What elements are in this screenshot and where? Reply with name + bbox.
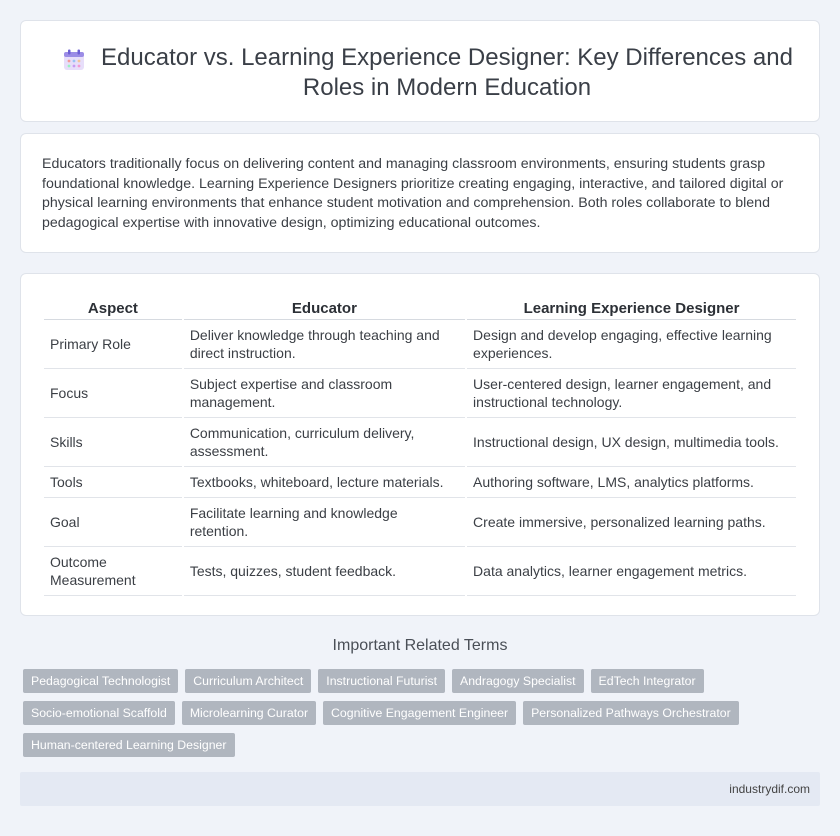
cell-aspect: Outcome Measurement (44, 547, 182, 596)
cell-aspect: Goal (44, 498, 182, 547)
comparison-card (20, 273, 820, 616)
cell-aspect: Tools (44, 467, 182, 498)
footer-site[interactable]: industrydif.com (729, 782, 810, 796)
cell-educator: Deliver knowledge through teaching and direct instruction. (184, 320, 465, 369)
related-tags (23, 669, 823, 765)
cell-lxd: Data analytics, learner engagement metrics. (467, 547, 796, 596)
intro-paragraph: Educators traditionally focus on delivering content and managing classroom environments, ensuring students grasp foundational knowledge. Learning Experience Designers prioritize creating engaging, interactive, and tailored digital or physical learning environments that enhance student motivation and comprehension. Both roles collaborate to blend pedagogical expertise with innovative design, optimizing educational outcomes. (42, 156, 784, 231)
cell-lxd: Create immersive, personalized learning paths. (467, 498, 796, 547)
table-row (44, 467, 796, 498)
cell-educator: Tests, quizzes, student feedback. (184, 547, 465, 596)
tag-row (23, 669, 823, 693)
tag-human-centered-learning-designer[interactable]: Human-centered Learning Designer (23, 733, 235, 757)
tag-row (23, 701, 823, 725)
cell-lxd: Design and develop engaging, effective learning experiences. (467, 320, 796, 369)
comparison-table (42, 296, 798, 596)
table-row (44, 320, 796, 369)
header-educator: Educator (184, 296, 465, 320)
tag-curriculum-architect[interactable]: Curriculum Architect (185, 669, 311, 693)
cell-educator: Subject expertise and classroom management. (184, 369, 465, 418)
cell-aspect: Skills (44, 418, 182, 467)
table-row (44, 369, 796, 418)
intro-card (20, 133, 820, 253)
cell-educator: Communication, curriculum delivery, assessment. (184, 418, 465, 467)
table-row (44, 418, 796, 467)
tag-instructional-futurist[interactable]: Instructional Futurist (318, 669, 445, 693)
cell-aspect: Primary Role (44, 320, 182, 369)
header-aspect: Aspect (44, 296, 182, 320)
tag-microlearning-curator[interactable]: Microlearning Curator (182, 701, 316, 725)
table-row (44, 547, 796, 596)
cell-aspect: Focus (44, 369, 182, 418)
tag-row (23, 733, 823, 757)
table-row (44, 498, 796, 547)
footer (20, 772, 820, 806)
cell-educator: Textbooks, whiteboard, lecture materials. (184, 467, 465, 498)
related-terms-heading: Important Related Terms (332, 637, 508, 654)
tag-socio-emotional-scaffold[interactable]: Socio-emotional Scaffold (23, 701, 175, 725)
cell-lxd: Instructional design, UX design, multimedia tools. (467, 418, 796, 467)
tag-cognitive-engagement-engineer[interactable]: Cognitive Engagement Engineer (323, 701, 516, 725)
cell-lxd: Authoring software, LMS, analytics platforms. (467, 467, 796, 498)
tag-personalized-pathways-orchestrator[interactable]: Personalized Pathways Orchestrator (523, 701, 739, 725)
tag-andragogy-specialist[interactable]: Andragogy Specialist (452, 669, 584, 693)
cell-educator: Facilitate learning and knowledge retention. (184, 498, 465, 547)
cell-lxd: User-centered design, learner engagement, and instructional technology. (467, 369, 796, 418)
tag-edtech-integrator[interactable]: EdTech Integrator (591, 669, 704, 693)
table-header-row (44, 296, 796, 320)
header-lxd: Learning Experience Designer (467, 296, 796, 320)
tag-pedagogical-technologist[interactable]: Pedagogical Technologist (23, 669, 178, 693)
page-title: Educator vs. Learning Experience Designer: Key Differences and Roles in Modern Education (101, 44, 793, 101)
title-card (20, 20, 820, 122)
